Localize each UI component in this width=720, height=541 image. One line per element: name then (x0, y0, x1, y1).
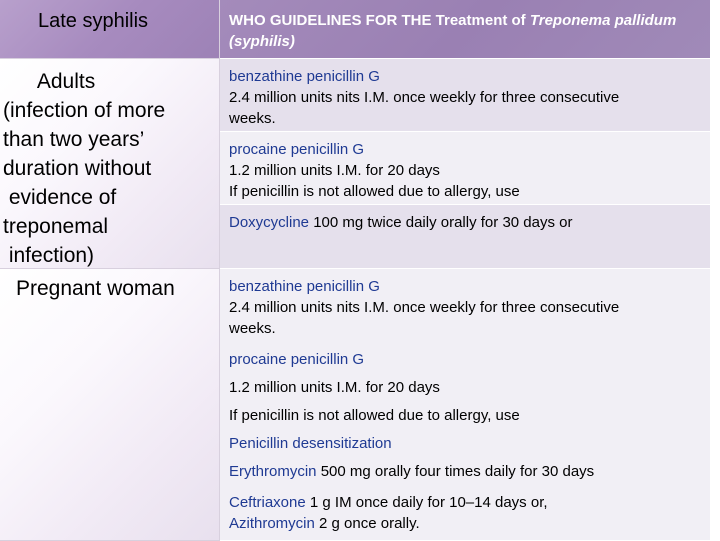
adults-label: Adults (infection of more than two years’ duration without evidence of treponemal infection) (3, 70, 166, 267)
drug-name: procaine penicillin G (229, 351, 365, 368)
adults-row-doxycycline (220, 205, 710, 269)
drug-name: procaine penicillin G (229, 141, 365, 158)
pathogen-name: Treponema pallidum (syphilis) (229, 12, 677, 50)
pregnant-label-cell (0, 269, 220, 541)
adults-row-procaine (220, 132, 710, 205)
dosage-text: 1 g IM once daily for 10–14 days or, (305, 494, 548, 511)
dosage-text: weeks. (229, 320, 276, 337)
pregnant-treatment-cell (220, 269, 710, 541)
drug-name: Ceftriaxone (229, 494, 306, 511)
dosage-text: 500 mg orally four times daily for 30 days (316, 463, 595, 480)
dosage-text: 1.2 million units I.M. for 20 days (229, 162, 440, 179)
dosage-text: 2 g once orally. (314, 515, 420, 532)
late-syphilis-heading: Late syphilis (38, 10, 149, 32)
dosage-text: weeks. (229, 110, 276, 127)
drug-name: benzathine penicillin G (229, 278, 380, 295)
header-left-cell (0, 0, 220, 59)
right-margin (710, 0, 720, 540)
drug-name: Doxycycline (229, 214, 310, 231)
drug-name: Azithromycin (229, 515, 315, 532)
dosage-text: 2.4 million units nits I.M. once weekly for three consecutive (229, 89, 620, 106)
who-guidelines-heading: WHO GUIDELINES FOR THE Treatment of Treponema pallidum (syphilis) (229, 12, 677, 50)
dosage-text: 2.4 million units nits I.M. once weekly for three consecutive (229, 299, 620, 316)
adults-row-benzathine (220, 59, 710, 132)
drug-name: benzathine penicillin G (229, 68, 380, 85)
adults-label-cell (0, 59, 220, 269)
drug-name: Erythromycin (229, 463, 317, 480)
pregnant-woman-label: Pregnant woman (16, 277, 175, 300)
dosage-text: If penicillin is not allowed due to allergy, use (229, 407, 520, 424)
drug-name: Penicillin desensitization (229, 435, 392, 452)
dosage-text: 1.2 million units I.M. for 20 days (229, 379, 440, 396)
header-right-cell (220, 0, 710, 59)
dosage-text: If penicillin is not allowed due to allergy, use (229, 183, 520, 200)
dosage-text: 100 mg twice daily orally for 30 days or (309, 214, 573, 231)
